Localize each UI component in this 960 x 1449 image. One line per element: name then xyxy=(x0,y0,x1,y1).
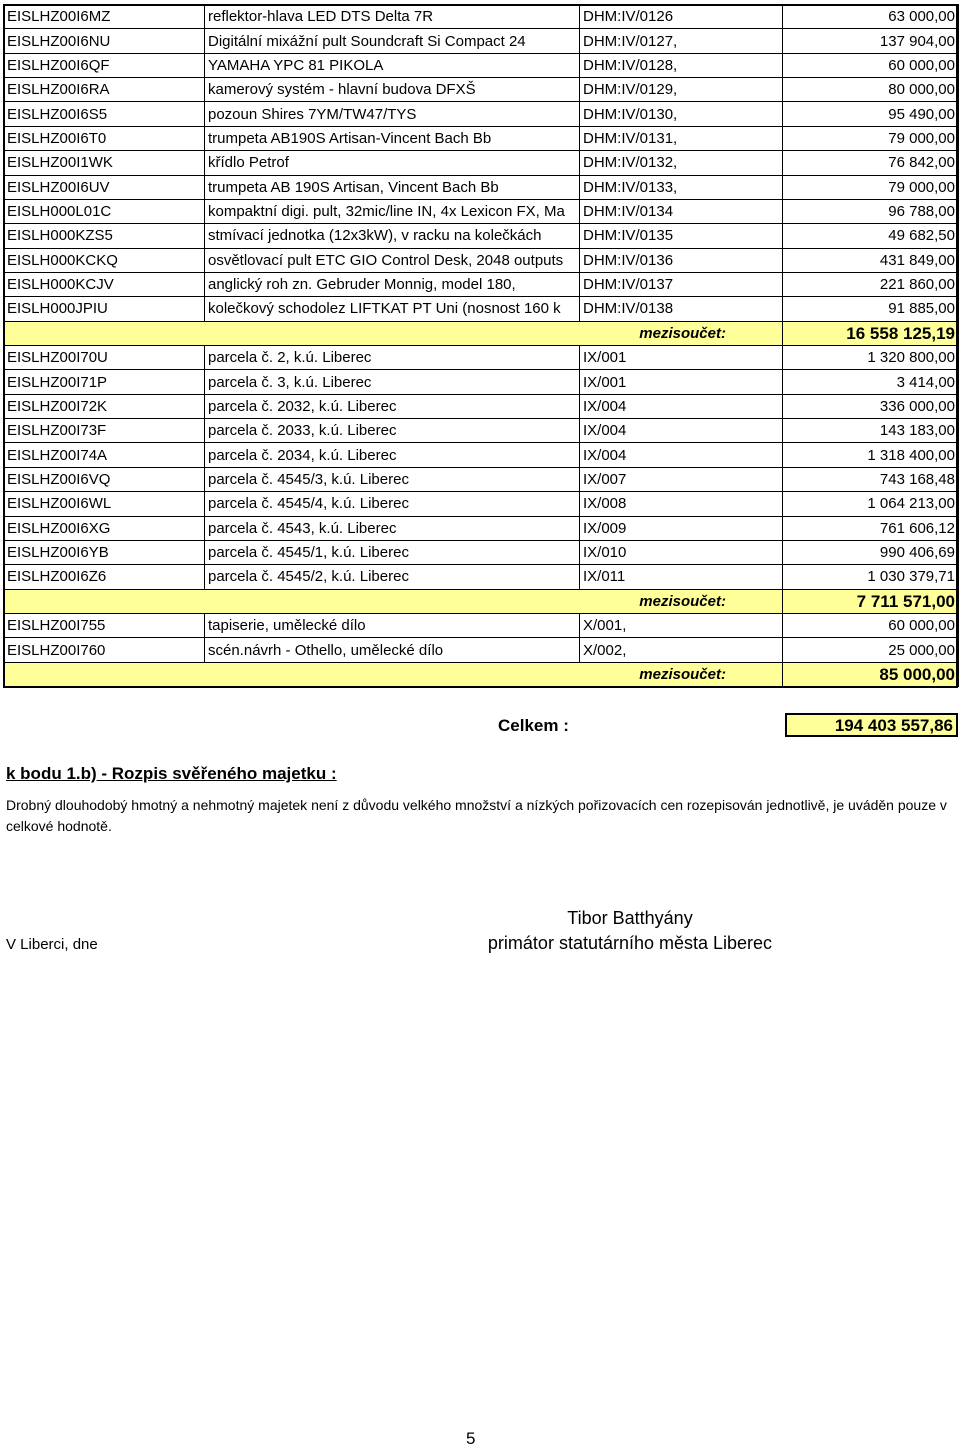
table-row xyxy=(4,102,959,126)
subtotal-value: 85 000,00 xyxy=(783,662,959,686)
asset-code-cell: EISLHZ00I760 xyxy=(4,638,205,662)
asset-ref-cell: DHM:IV/0135 xyxy=(580,224,783,248)
asset-name-cell: reflektor-hlava LED DTS Delta 7R xyxy=(205,5,580,29)
asset-code-cell: EISLHZ00I6YB xyxy=(4,540,205,564)
asset-value-cell: 91 885,00 xyxy=(783,297,959,321)
asset-ref-cell: IX/001 xyxy=(580,346,783,370)
asset-name-cell: parcela č. 2, k.ú. Liberec xyxy=(205,346,580,370)
asset-code-cell: EISLHZ00I74A xyxy=(4,443,205,467)
table-row xyxy=(4,394,959,418)
asset-ref-cell: IX/004 xyxy=(580,419,783,443)
table-row xyxy=(4,346,959,370)
section-heading: k bodu 1.b) - Rozpis svěřeného majetku : xyxy=(6,764,337,783)
asset-code-cell: EISLH000L01C xyxy=(4,199,205,223)
asset-name-cell: parcela č. 4543, k.ú. Liberec xyxy=(205,516,580,540)
total-label: Celkem : xyxy=(498,716,569,735)
asset-value-cell: 96 788,00 xyxy=(783,199,959,223)
asset-code-cell: EISLHZ00I6T0 xyxy=(4,126,205,150)
asset-value-cell: 1 318 400,00 xyxy=(783,443,959,467)
asset-ref-cell: IX/010 xyxy=(580,540,783,564)
asset-name-cell: trumpeta AB 190S Artisan, Vincent Bach Bb xyxy=(205,175,580,199)
asset-code-cell: EISLHZ00I6QF xyxy=(4,53,205,77)
asset-value-cell: 990 406,69 xyxy=(783,540,959,564)
asset-code-cell: EISLH000JPIU xyxy=(4,297,205,321)
table-row xyxy=(4,175,959,199)
asset-name-cell: Digitální mixážní pult Soundcraft Si Compact 24 xyxy=(205,29,580,53)
asset-code-cell: EISLHZ00I6UV xyxy=(4,175,205,199)
asset-ref-cell: DHM:IV/0131, xyxy=(580,126,783,150)
asset-table xyxy=(3,4,959,687)
asset-code-cell: EISLHZ00I73F xyxy=(4,419,205,443)
asset-name-cell: parcela č. 4545/2, k.ú. Liberec xyxy=(205,565,580,589)
asset-value-cell: 221 860,00 xyxy=(783,272,959,296)
asset-name-cell: parcela č. 3, k.ú. Liberec xyxy=(205,370,580,394)
asset-ref-cell: DHM:IV/0137 xyxy=(580,272,783,296)
table-row xyxy=(4,224,959,248)
asset-code-cell: EISLHZ00I72K xyxy=(4,394,205,418)
table-row xyxy=(4,638,959,662)
table-row xyxy=(4,272,959,296)
asset-name-cell: YAMAHA YPC 81 PIKOLA xyxy=(205,53,580,77)
asset-value-cell: 143 183,00 xyxy=(783,419,959,443)
asset-value-cell: 79 000,00 xyxy=(783,175,959,199)
asset-value-cell: 1 064 213,00 xyxy=(783,492,959,516)
asset-value-cell: 49 682,50 xyxy=(783,224,959,248)
asset-name-cell: křídlo Petrof xyxy=(205,151,580,175)
asset-code-cell: EISLHZ00I6XG xyxy=(4,516,205,540)
subtotal-row xyxy=(4,589,959,613)
asset-name-cell: parcela č. 2032, k.ú. Liberec xyxy=(205,394,580,418)
asset-code-cell: EISLHZ00I6MZ xyxy=(4,5,205,29)
asset-name-cell: parcela č. 4545/3, k.ú. Liberec xyxy=(205,467,580,491)
asset-code-cell: EISLHZ00I6Z6 xyxy=(4,565,205,589)
table-row xyxy=(4,516,959,540)
asset-ref-cell: IX/004 xyxy=(580,443,783,467)
asset-value-cell: 95 490,00 xyxy=(783,102,959,126)
asset-code-cell: EISLHZ00I70U xyxy=(4,346,205,370)
total-value: 194 403 557,86 xyxy=(785,713,958,737)
asset-ref-cell: IX/008 xyxy=(580,492,783,516)
table-row xyxy=(4,151,959,175)
table-row xyxy=(4,297,959,321)
asset-ref-cell: IX/001 xyxy=(580,370,783,394)
asset-value-cell: 761 606,12 xyxy=(783,516,959,540)
subtotal-value: 7 711 571,00 xyxy=(783,589,959,613)
asset-ref-cell: DHM:IV/0129, xyxy=(580,78,783,102)
asset-code-cell: EISLHZ00I755 xyxy=(4,613,205,637)
asset-code-cell: EISLHZ00I1WK xyxy=(4,151,205,175)
asset-value-cell: 743 168,48 xyxy=(783,467,959,491)
asset-ref-cell: X/002, xyxy=(580,638,783,662)
subtotal-label: mezisoučet: xyxy=(4,589,783,613)
asset-code-cell: EISLHZ00I71P xyxy=(4,370,205,394)
asset-ref-cell: DHM:IV/0138 xyxy=(580,297,783,321)
table-row xyxy=(4,199,959,223)
asset-name-cell: scén.návrh - Othello, umělecké dílo xyxy=(205,638,580,662)
asset-ref-cell: IX/011 xyxy=(580,565,783,589)
asset-ref-cell: DHM:IV/0127, xyxy=(580,29,783,53)
asset-name-cell: tapiserie, umělecké dílo xyxy=(205,613,580,637)
subtotal-label: mezisoučet: xyxy=(4,321,783,345)
asset-name-cell: kolečkový schodolez LIFTKAT PT Uni (nosnost 160 k xyxy=(205,297,580,321)
asset-ref-cell: IX/004 xyxy=(580,394,783,418)
asset-code-cell: EISLH000KCKQ xyxy=(4,248,205,272)
asset-name-cell: osvětlovací pult ETC GIO Control Desk, 2048 outputs xyxy=(205,248,580,272)
asset-ref-cell: DHM:IV/0132, xyxy=(580,151,783,175)
asset-value-cell: 79 000,00 xyxy=(783,126,959,150)
table-row xyxy=(4,248,959,272)
asset-name-cell: trumpeta AB190S Artisan-Vincent Bach Bb xyxy=(205,126,580,150)
signer-title: primátor statutárního města Liberec xyxy=(487,933,773,953)
asset-name-cell: parcela č. 4545/4, k.ú. Liberec xyxy=(205,492,580,516)
table-row xyxy=(4,126,959,150)
asset-value-cell: 25 000,00 xyxy=(783,638,959,662)
asset-ref-cell: X/001, xyxy=(580,613,783,637)
asset-code-cell: EISLHZ00I6NU xyxy=(4,29,205,53)
subtotal-label: mezisoučet: xyxy=(4,662,783,686)
table-row xyxy=(4,443,959,467)
asset-value-cell: 1 320 800,00 xyxy=(783,346,959,370)
table-row xyxy=(4,467,959,491)
asset-name-cell: anglický roh zn. Gebruder Monnig, model 180, xyxy=(205,272,580,296)
asset-value-cell: 137 904,00 xyxy=(783,29,959,53)
asset-code-cell: EISLHZ00I6VQ xyxy=(4,467,205,491)
asset-value-cell: 63 000,00 xyxy=(783,5,959,29)
asset-code-cell: EISLHZ00I6WL xyxy=(4,492,205,516)
page-number: 5 xyxy=(466,1429,476,1448)
asset-value-cell: 336 000,00 xyxy=(783,394,959,418)
signer-name: Tibor Batthyány xyxy=(567,908,693,928)
asset-ref-cell: DHM:IV/0136 xyxy=(580,248,783,272)
asset-ref-cell: DHM:IV/0134 xyxy=(580,199,783,223)
asset-name-cell: pozoun Shires 7YM/TW47/TYS xyxy=(205,102,580,126)
asset-value-cell: 80 000,00 xyxy=(783,78,959,102)
table-row xyxy=(4,370,959,394)
asset-ref-cell: IX/009 xyxy=(580,516,783,540)
table-row xyxy=(4,613,959,637)
asset-ref-cell: IX/007 xyxy=(580,467,783,491)
asset-code-cell: EISLHZ00I6RA xyxy=(4,78,205,102)
asset-ref-cell: DHM:IV/0128, xyxy=(580,53,783,77)
asset-name-cell: parcela č. 4545/1, k.ú. Liberec xyxy=(205,540,580,564)
asset-code-cell: EISLH000KZS5 xyxy=(4,224,205,248)
table-row xyxy=(4,78,959,102)
asset-name-cell: parcela č. 2034, k.ú. Liberec xyxy=(205,443,580,467)
asset-ref-cell: DHM:IV/0126 xyxy=(580,5,783,29)
asset-name-cell: kamerový systém - hlavní budova DFXŠ xyxy=(205,78,580,102)
asset-name-cell: parcela č. 2033, k.ú. Liberec xyxy=(205,419,580,443)
subtotal-row xyxy=(4,662,959,686)
table-row xyxy=(4,5,959,29)
asset-name-cell: stmívací jednotka (12x3kW), v racku na kolečkách xyxy=(205,224,580,248)
asset-code-cell: EISLH000KCJV xyxy=(4,272,205,296)
signature-place: V Liberci, dne xyxy=(6,936,98,953)
asset-value-cell: 1 030 379,71 xyxy=(783,565,959,589)
table-row xyxy=(4,29,959,53)
asset-value-cell: 60 000,00 xyxy=(783,53,959,77)
asset-value-cell: 76 842,00 xyxy=(783,151,959,175)
asset-value-cell: 431 849,00 xyxy=(783,248,959,272)
asset-ref-cell: DHM:IV/0133, xyxy=(580,175,783,199)
table-row xyxy=(4,53,959,77)
table-row xyxy=(4,565,959,589)
table-row xyxy=(4,540,959,564)
subtotal-value: 16 558 125,19 xyxy=(783,321,959,345)
section-note: Drobný dlouhodobý hmotný a nehmotný majetek není z důvodu velkého množství a nízkých pořizovacích cen rozepisován jednotlivě, je uváděn pouze v celkové hodnotě. xyxy=(6,797,947,834)
asset-ref-cell: DHM:IV/0130, xyxy=(580,102,783,126)
table-row xyxy=(4,419,959,443)
asset-name-cell: kompaktní digi. pult, 32mic/line IN, 4x Lexicon FX, Ma xyxy=(205,199,580,223)
asset-code-cell: EISLHZ00I6S5 xyxy=(4,102,205,126)
table-row xyxy=(4,492,959,516)
subtotal-row xyxy=(4,321,959,345)
asset-value-cell: 3 414,00 xyxy=(783,370,959,394)
asset-value-cell: 60 000,00 xyxy=(783,613,959,637)
